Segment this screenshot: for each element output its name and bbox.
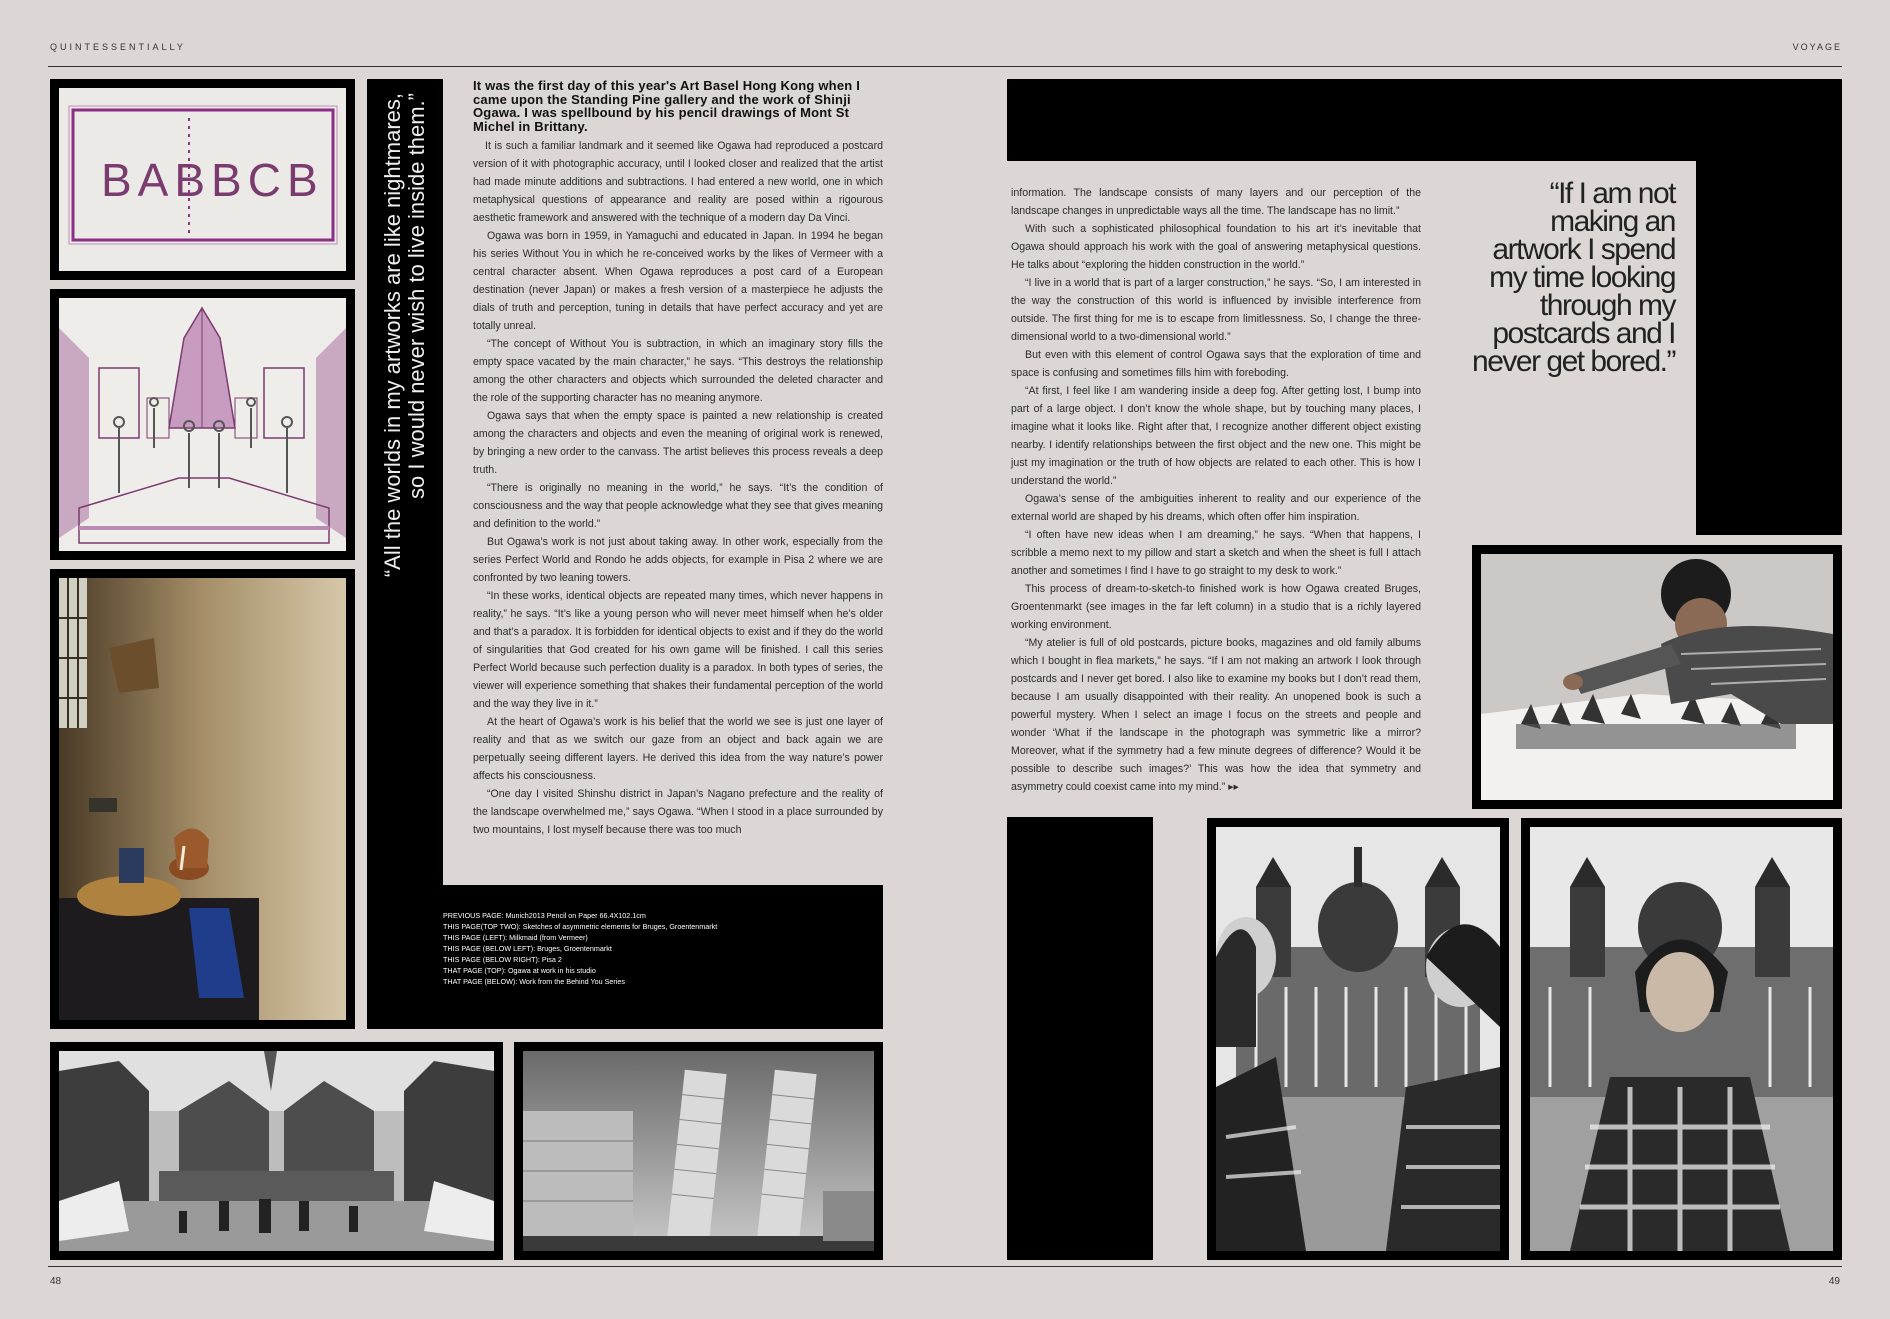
paragraph: “One day I visited Shinshu district in Japan’s Nagano prefecture and the reality of the landscape overwhelmed me,” says Ogawa. “When I stood in a place surrounded by two mountains, I lost myself because there was too much	[473, 788, 883, 836]
captions	[443, 910, 863, 987]
caption: THIS PAGE (LEFT): Milkmaid (from Vermeer)	[443, 933, 588, 942]
behind-you-right-image	[1521, 818, 1842, 1260]
paragraph: Ogawa was born in 1959, in Yamaguchi and educated in Japan. In 1994 he began his series Without You in which he re-conceived works by the likes of Vermeer with a central character absent. When Ogawa reproduces a post card of a European destination (never Japan) or makes a fresh version of a masterpiece he adjusts the dials of truth and perception, tuning in details that have perfect accuracy and yet are totally unreal.	[473, 230, 883, 332]
paragraph: Ogawa says that when the empty space is painted a new relationship is created among the characters and objects and even the meaning of original work is renewed, by bringing a new order to the canvass. The artist believes this process reveals a deep truth.	[473, 410, 883, 476]
right-pull-quote: “If I am not making an artwork I spend my time looking through my postcards and I never get bored.”	[1472, 177, 1675, 378]
pisa-image	[514, 1042, 883, 1260]
bruges-image	[50, 1042, 503, 1260]
section-name: VOYAGE	[1792, 42, 1842, 52]
behind-you-series-right	[1530, 827, 1833, 1251]
pull-quote-panel	[367, 79, 443, 1029]
left-article-column	[443, 79, 883, 885]
sketch-text: BABBCB	[101, 154, 324, 206]
footer-rule	[48, 1266, 1842, 1267]
paragraph: But even with this element of control Ogawa says that the exploration of time and space is confusing and sometimes fills him with foreboding.	[1011, 349, 1421, 379]
black-panel-bottom	[1007, 817, 1153, 1260]
caption: THIS PAGE(TOP TWO): Sketches of asymmetric elements for Bruges, Groentenmarkt	[443, 922, 718, 931]
sketch-babbcb-image	[50, 79, 355, 280]
caption: THIS PAGE (BELOW LEFT): Bruges, Groentenmarkt	[443, 944, 612, 953]
sketch-street-image	[50, 289, 355, 560]
pisa-2	[523, 1051, 874, 1251]
paragraph: It is such a familiar landmark and it seemed like Ogawa had reproduced a postcard version of it with photographic accuracy, until I looked closer and realized that the artist had made minute additions and subtractions. I had entered a new world, one in which metaphysical questions of appearance and reality are posed within a rigourous aesthetic framework and answered with the technique of a modern day Da Vinci.	[473, 140, 883, 224]
milkmaid-painting	[59, 578, 346, 1020]
ogawa-at-work	[1481, 554, 1833, 800]
pull-quote-line-2: so I would never wish to live inside them.”	[404, 93, 429, 499]
caption: THAT PAGE (TOP): Ogawa at work in his studio	[443, 966, 596, 975]
sketch-babbcb-drawing	[59, 88, 346, 271]
milkmaid-image	[50, 569, 355, 1029]
paragraph: “At first, I feel like I am wandering inside a deep fog. After getting lost, I bump into part of a large object. I don’t know the whole shape, but by touching many places, I imagine what it looks like. Right after that, I recognize another different object existing nearby. I identify relationships between the first object and the new one. This might be just my imagination or the truth of how objects are related to each other. This is how I understand the world.”	[1011, 385, 1421, 487]
magazine-name: QUINTESSENTIALLY	[50, 42, 186, 52]
sketch-street-drawing	[59, 298, 346, 551]
paragraph: “My atelier is full of old postcards, picture books, magazines and old family albums which I bought in flea markets,” he says. “If I am not making an artwork I look through postcards and I never get bored. I also like to examine my books but I don’t read them, because I am usually disappointed with their reality. An unopened book is such a powerful mystery. When I select an image I focus on the streets and people and wonder ‘What if the landscape in the photograph was symmetric like a mirror? Moreover, what if the symmetry had a few minute degrees of difference? Would it be possible to describe such images?’ This was how the idea that symmetry and asymmetry could coexist came into my mind.” ▸▸	[1011, 637, 1421, 793]
paragraph: This process of dream-to-sketch-to finished work is how Ogawa created Bruges, Groentenmarkt (see images in the far left column) in a studio that is a richly layered working environment.	[1011, 583, 1421, 631]
vertical-pull-quote	[381, 93, 429, 733]
paragraph: “I live in a world that is part of a larger construction,” he says. “So, I am interested in the way the construction of this world is influenced by invisible interference from outside. The first thing for me is to escape from limitlessness. So, I change the three-dimensional world to a two-dimensional world.”	[1011, 277, 1421, 343]
paragraph: “The concept of Without You is subtraction, in which an imaginary story fills the empty space vacated by the main character,” he says. “This destroys the relationship among the other characters and objects which surrounded the deleted character and the role of the supporting character has no meaning anymore.	[473, 338, 883, 404]
page-number-right: 49	[1828, 1276, 1840, 1287]
black-panel-side	[1696, 79, 1842, 535]
caption: THAT PAGE (BELOW): Work from the Behind You Series	[443, 977, 626, 986]
paragraph: “I often have new ideas when I am dreaming,” he says. “When that happens, I scribble a memo next to my pillow and start a sketch and when the sheet is full I attach another and sometimes I find I have to go straight to my desk to work.”	[1011, 529, 1421, 577]
caption: PREVIOUS PAGE: Munich2013 Pencil on Paper 66.4X102.1cm	[443, 911, 646, 920]
paragraph: With such a sophisticated philosophical foundation to his art it’s inevitable that Ogawa should approach his work with the goal of answering metaphysical questions. He talks about “exploring the hidden construction in the world.”	[1011, 223, 1421, 271]
header-rule	[48, 66, 1842, 67]
paragraph: At the heart of Ogawa’s work is his belief that the world we see is just one layer of reality and that as we switch our gaze from an object and back again we are perpetually seeing different layers. He derived this idea from the way nature’s power affects his consciousness.	[473, 716, 883, 782]
right-article-column	[1011, 184, 1421, 796]
left-column-body	[473, 137, 883, 839]
article-intro: It was the first day of this year's Art Basel Hong Kong when I came upon the Standing Pine gallery and the work of Shinji Ogawa. I was spellbound by his pencil drawings of Mont St Michel in Brittany.	[473, 78, 861, 134]
ogawa-at-work-image	[1472, 545, 1842, 809]
caption-box	[443, 885, 883, 1029]
paragraph: “There is originally no meaning in the world,” he says. “It’s the condition of consciousness and the way that people acknowledge what they see that gives meaning and definition to the world.”	[473, 482, 883, 530]
paragraph: “In these works, identical objects are repeated many times, which never happens in reality,” he says. “It’s like a young person who will never meet himself when he’s older and that’s a paradox. It is forbidden for identical objects to exist and if they do the world of singularities that God created for his own game will be finished. I call this series Perfect World because such perfection duality is a paradox. In both types of series, the viewer will experience something that shakes their fundamental perception of the world and the way they live in it.”	[473, 590, 883, 710]
behind-you-left-image	[1207, 818, 1509, 1260]
behind-you-series-left	[1216, 827, 1500, 1251]
pull-quote-line-1: “All the worlds in my artworks are like nightmares,	[380, 93, 405, 578]
caption: THIS PAGE (BELOW RIGHT): Pisa 2	[443, 955, 562, 964]
paragraph: information. The landscape consists of many layers and our perception of the landscape changes in unpredictable ways all the time. The landscape has no limit.”	[1011, 187, 1421, 217]
paragraph: Ogawa’s sense of the ambiguities inherent to reality and our experience of the external world are shaped by his dreams, which often offer him inspiration.	[1011, 493, 1421, 523]
page-number-left: 48	[50, 1276, 62, 1287]
paragraph: But Ogawa’s work is not just about taking away. In other work, especially from the series Perfect World and Rondo he adds objects, for example in Pisa 2 where we are confronted by two leaning towers.	[473, 536, 883, 584]
bruges-groentenmarkt	[59, 1051, 494, 1251]
